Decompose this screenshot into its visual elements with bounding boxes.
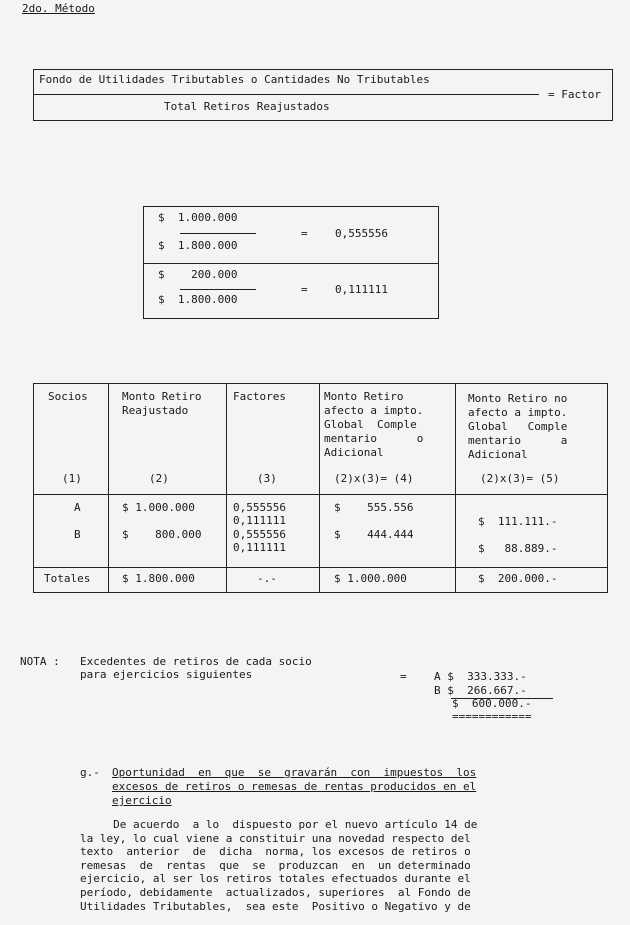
section-g-title-line1: Oportunidad en que se gravarán con impuestos los	[112, 766, 477, 779]
nota-equals: =	[400, 670, 407, 683]
calc2-fraction-line	[180, 289, 256, 290]
nota-total: $ 600.000.-	[452, 697, 532, 710]
body-line-2: la ley, lo cual viene a constituir una novedad respecto del	[80, 831, 471, 845]
row-a-socio: A	[74, 501, 81, 514]
header-factores: Factores	[233, 390, 286, 403]
row-b-monto: $ 800.000	[122, 528, 202, 541]
socios-table	[33, 383, 608, 593]
table-row	[34, 495, 608, 568]
calc2-denominator: $ 1.800.000	[158, 293, 238, 306]
section-g-marker: g.-	[80, 766, 100, 779]
calc1-numerator: $ 1.000.000	[158, 211, 238, 224]
body-line-6: período, debidamente actualizados, superiores al Fondo de	[80, 886, 471, 899]
calc2-numerator: $ 200.000	[158, 268, 238, 281]
nota-line1: Excedentes de retiros de cada socio	[80, 655, 312, 668]
row-a-factor-1: 0,555556	[233, 501, 286, 514]
calc1-result: 0,555556	[335, 227, 388, 240]
totals-factores: -.-	[257, 572, 277, 585]
section-g-title-line3: ejercicio	[112, 794, 172, 807]
row-a-no-afecto: $ 111.111.-	[478, 515, 558, 528]
row-b-factor-1: 0,555556	[233, 528, 286, 541]
nota-line2: para ejercicios siguientes	[80, 668, 253, 681]
calc-divider	[144, 263, 438, 264]
header-noafecto-line5: Adicional	[468, 448, 528, 461]
row-a-monto: $ 1.000.000	[122, 501, 195, 514]
header-noafecto-line3: Global Comple	[468, 420, 568, 433]
header-num-5: (2)x(3)= (5)	[480, 472, 560, 485]
formula-equals-factor: = Factor	[548, 88, 601, 101]
section-g-title-line2: excesos de retiros o remesas de rentas producidos en el	[112, 780, 477, 793]
formula-divider	[34, 94, 539, 95]
totals-afecto: $ 1.000.000	[334, 572, 407, 585]
totals-label: Totales	[44, 572, 91, 585]
row-b-socio: B	[74, 528, 81, 541]
nota-value-a: A $ 333.333.-	[434, 670, 527, 683]
formula-numerator: Fondo de Utilidades Tributables o Cantidades No Tributables	[39, 73, 430, 86]
totals-monto: $ 1.800.000	[122, 572, 195, 585]
header-afecto-line5: Adicional	[324, 446, 384, 459]
header-num-4: (2)x(3)= (4)	[334, 472, 414, 485]
header-noafecto-line1: Monto Retiro no	[468, 392, 568, 405]
totals-no-afecto: $ 200.000.-	[478, 572, 558, 585]
calc2-equals: =	[301, 283, 308, 296]
table-header-row	[34, 384, 608, 495]
header-afecto-line1: Monto Retiro	[324, 390, 404, 403]
body-line-4: remesas de rentas que se produzcan en un determinado	[80, 858, 471, 872]
calc1-equals: =	[301, 227, 308, 240]
body-line-7: Utilidades Tributables, sea este Positivo o Negativo y de	[80, 899, 471, 913]
nota-value-b: B $ 266.667.-	[434, 684, 527, 697]
header-afecto-line4: mentario o	[324, 432, 424, 445]
row-a-afecto: $ 555.556	[334, 501, 414, 514]
formula-box	[33, 69, 613, 121]
body-line-1: De acuerdo a lo dispuesto por el nuevo artículo 14 de	[80, 818, 478, 831]
nota-label: NOTA :	[20, 655, 60, 668]
calc-box	[143, 206, 439, 319]
calc1-denominator: $ 1.800.000	[158, 239, 238, 252]
page-heading: 2do. Método	[22, 2, 95, 15]
calc2-result: 0,111111	[335, 283, 388, 296]
row-b-afecto: $ 444.444	[334, 528, 414, 541]
body-line-5: ejercicio, al ser los retiros totales efectuados durante el	[80, 872, 471, 886]
header-monto-line2: Reajustado	[122, 404, 189, 417]
row-a-factor-2: 0,111111	[233, 514, 286, 527]
table-totals-row	[34, 568, 608, 593]
header-afecto-line2: afecto a impto.	[324, 404, 424, 417]
header-monto-line1: Monto Retiro	[122, 390, 202, 403]
header-num-3: (3)	[257, 472, 277, 485]
row-b-no-afecto: $ 88.889.-	[478, 542, 558, 555]
formula-denominator: Total Retiros Reajustados	[164, 100, 330, 113]
header-afecto-line3: Global Comple	[324, 418, 417, 431]
header-noafecto-line2: afecto a impto.	[468, 406, 568, 419]
nota-double-rule: ============	[452, 710, 532, 723]
body-line-3: texto anterior de dicha norma, los excesos de retiros o	[80, 845, 471, 859]
header-noafecto-line4: mentario a	[468, 434, 568, 447]
calc1-fraction-line	[180, 233, 256, 234]
header-num-2: (2)	[149, 472, 169, 485]
header-num-1: (1)	[62, 472, 82, 485]
header-socios: Socios	[48, 390, 88, 403]
row-b-factor-2: 0,111111	[233, 541, 286, 554]
